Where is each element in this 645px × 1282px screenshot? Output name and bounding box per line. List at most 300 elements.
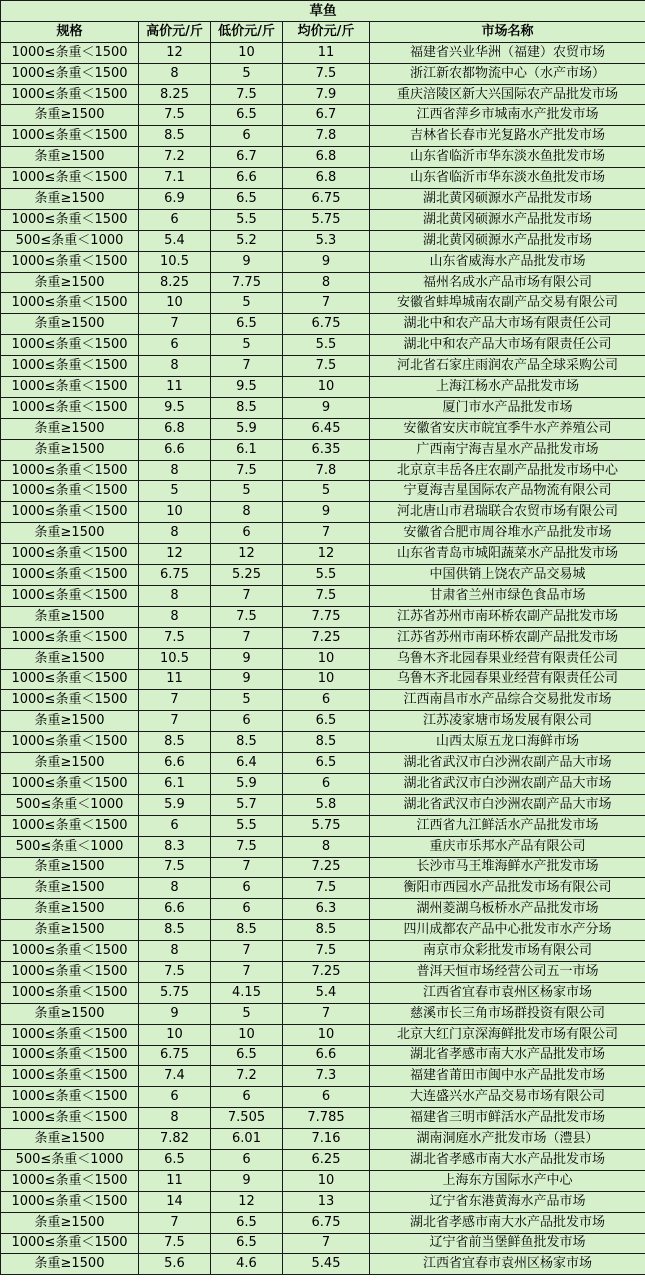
- table-row: [1, 920, 645, 941]
- cell-high-price: 12: [139, 544, 211, 565]
- cell-avg-price: 9: [283, 397, 370, 418]
- cell-spec: 1000≤条重＜1500: [1, 690, 139, 711]
- cell-market-name: 湖北省孝感市南大水产品批发市场: [370, 1149, 645, 1170]
- cell-low-price: 5.9: [211, 418, 283, 439]
- table-row: [1, 1191, 645, 1212]
- cell-market-name: 安徽省合肥市周谷堆水产品批发市场: [370, 523, 645, 544]
- cell-low-price: 6.5: [211, 105, 283, 126]
- cell-spec: 条重≥1500: [1, 753, 139, 774]
- cell-spec: 1000≤条重＜1500: [1, 627, 139, 648]
- table-row: [1, 1254, 645, 1275]
- cell-low-price: 6.6: [211, 168, 283, 189]
- cell-avg-price: 10: [283, 1170, 370, 1191]
- cell-spec: 1000≤条重＜1500: [1, 1087, 139, 1108]
- cell-low-price: 7: [211, 857, 283, 878]
- cell-high-price: 8: [139, 878, 211, 899]
- cell-high-price: 10: [139, 1024, 211, 1045]
- cell-low-price: 5: [211, 1003, 283, 1024]
- cell-market-name: 安徽省安庆市皖宜季牛水产养殖公司: [370, 418, 645, 439]
- cell-avg-price: 6.5: [283, 711, 370, 732]
- cell-high-price: 7.1: [139, 168, 211, 189]
- table-row: [1, 1233, 645, 1254]
- cell-avg-price: 7: [283, 1003, 370, 1024]
- cell-low-price: 6.5: [211, 314, 283, 335]
- cell-spec: 条重≥1500: [1, 523, 139, 544]
- cell-market-name: 重庆市乐邦水产品有限公司: [370, 836, 645, 857]
- cell-spec: 1000≤条重＜1500: [1, 1024, 139, 1045]
- table-row: [1, 857, 645, 878]
- cell-spec: 1000≤条重＜1500: [1, 941, 139, 962]
- cell-high-price: 6: [139, 335, 211, 356]
- cell-low-price: 7.5: [211, 84, 283, 105]
- table-row: [1, 105, 645, 126]
- cell-low-price: 9.5: [211, 377, 283, 398]
- cell-market-name: 江苏省苏州市南环桥农副产品批发市场: [370, 627, 645, 648]
- cell-market-name: 福州名成水产品市场有限公司: [370, 272, 645, 293]
- cell-avg-price: 7.16: [283, 1129, 370, 1150]
- cell-market-name: 湖南洞庭水产批发市场（澧县）: [370, 1129, 645, 1150]
- table-row: [1, 418, 645, 439]
- cell-avg-price: 7: [283, 523, 370, 544]
- table-row: [1, 836, 645, 857]
- table-row: [1, 690, 645, 711]
- table-row: [1, 878, 645, 899]
- cell-high-price: 10.5: [139, 251, 211, 272]
- cell-spec: 条重≥1500: [1, 606, 139, 627]
- cell-avg-price: 5.45: [283, 1254, 370, 1275]
- table-row: [1, 544, 645, 565]
- cell-high-price: 6.6: [139, 753, 211, 774]
- table-row: [1, 711, 645, 732]
- cell-avg-price: 6.5: [283, 753, 370, 774]
- cell-low-price: 6.5: [211, 1045, 283, 1066]
- cell-low-price: 8.5: [211, 732, 283, 753]
- cell-market-name: 北京大红门京深海鲜批发市场有限公司: [370, 1024, 645, 1045]
- table-row: [1, 230, 645, 251]
- cell-low-price: 5.9: [211, 773, 283, 794]
- cell-low-price: 7: [211, 941, 283, 962]
- table-row: [1, 941, 645, 962]
- table-row: [1, 481, 645, 502]
- cell-spec: 条重≥1500: [1, 147, 139, 168]
- cell-high-price: 8.25: [139, 272, 211, 293]
- cell-avg-price: 8.5: [283, 920, 370, 941]
- cell-market-name: 普洱天恒市场经营公司五一市场: [370, 961, 645, 982]
- table-row: [1, 1212, 645, 1233]
- cell-avg-price: 10: [283, 1024, 370, 1045]
- cell-market-name: 江西省宜春市袁州区杨家市场: [370, 1254, 645, 1275]
- table-row: [1, 669, 645, 690]
- cell-low-price: 10: [211, 42, 283, 63]
- table-row: [1, 1045, 645, 1066]
- table-row: [1, 627, 645, 648]
- table-row: [1, 1003, 645, 1024]
- table-row: [1, 189, 645, 210]
- table-row: [1, 502, 645, 523]
- cell-avg-price: 8: [283, 836, 370, 857]
- cell-low-price: 6: [211, 126, 283, 147]
- cell-spec: 1000≤条重＜1500: [1, 1045, 139, 1066]
- cell-market-name: 厦门市水产品批发市场: [370, 397, 645, 418]
- table-row: [1, 753, 645, 774]
- cell-low-price: 6: [211, 878, 283, 899]
- cell-avg-price: 13: [283, 1191, 370, 1212]
- cell-spec: 1000≤条重＜1500: [1, 377, 139, 398]
- cell-low-price: 8.5: [211, 920, 283, 941]
- cell-avg-price: 7.5: [283, 585, 370, 606]
- cell-avg-price: 7: [283, 1233, 370, 1254]
- table-row: [1, 815, 645, 836]
- cell-low-price: 7.2: [211, 1066, 283, 1087]
- table-row: [1, 899, 645, 920]
- table-row: [1, 209, 645, 230]
- cell-spec: 1000≤条重＜1500: [1, 84, 139, 105]
- table-row: [1, 1108, 645, 1129]
- cell-avg-price: 7.25: [283, 627, 370, 648]
- cell-low-price: 7.5: [211, 606, 283, 627]
- cell-spec: 1000≤条重＜1500: [1, 544, 139, 565]
- cell-spec: 1000≤条重＜1500: [1, 1108, 139, 1129]
- table-row: [1, 147, 645, 168]
- cell-avg-price: 6.75: [283, 1212, 370, 1233]
- cell-spec: 1000≤条重＜1500: [1, 63, 139, 84]
- cell-market-name: 大连盛兴水产品交易市场有限公司: [370, 1087, 645, 1108]
- cell-spec: 条重≥1500: [1, 648, 139, 669]
- cell-low-price: 7.505: [211, 1108, 283, 1129]
- cell-low-price: 4.6: [211, 1254, 283, 1275]
- cell-high-price: 8.5: [139, 732, 211, 753]
- table-row: [1, 794, 645, 815]
- cell-spec: 条重≥1500: [1, 418, 139, 439]
- cell-spec: 1000≤条重＜1500: [1, 669, 139, 690]
- table-row: [1, 84, 645, 105]
- cell-low-price: 12: [211, 544, 283, 565]
- table-row: [1, 523, 645, 544]
- cell-avg-price: 7.9: [283, 84, 370, 105]
- cell-high-price: 6.6: [139, 899, 211, 920]
- cell-high-price: 7.5: [139, 857, 211, 878]
- cell-avg-price: 7.5: [283, 63, 370, 84]
- table-row: [1, 732, 645, 753]
- cell-spec: 1000≤条重＜1500: [1, 126, 139, 147]
- cell-high-price: 8: [139, 1108, 211, 1129]
- cell-low-price: 6.5: [211, 1212, 283, 1233]
- table-row: [1, 648, 645, 669]
- cell-market-name: 湖北省武汉市白沙洲农副产品大市场: [370, 753, 645, 774]
- cell-market-name: 湖北黄冈硕源水产品批发市场: [370, 230, 645, 251]
- table-row: [1, 439, 645, 460]
- cell-spec: 条重≥1500: [1, 1212, 139, 1233]
- cell-spec: 条重≥1500: [1, 1254, 139, 1275]
- cell-spec: 1000≤条重＜1500: [1, 815, 139, 836]
- cell-avg-price: 10: [283, 648, 370, 669]
- cell-spec: 1000≤条重＜1500: [1, 42, 139, 63]
- table-row: [1, 773, 645, 794]
- cell-avg-price: 5.8: [283, 794, 370, 815]
- cell-high-price: 7: [139, 711, 211, 732]
- title-row: [1, 1, 645, 22]
- cell-spec: 1000≤条重＜1500: [1, 397, 139, 418]
- cell-low-price: 9: [211, 669, 283, 690]
- cell-market-name: 山东省临沂市华东淡水鱼批发市场: [370, 147, 645, 168]
- table-row: [1, 293, 645, 314]
- cell-market-name: 湖州菱湖乌板桥水产品批发市场: [370, 899, 645, 920]
- cell-market-name: 江苏省苏州市南环桥农副产品批发市场: [370, 606, 645, 627]
- cell-high-price: 8: [139, 63, 211, 84]
- cell-spec: 500≤条重＜1000: [1, 230, 139, 251]
- cell-market-name: 湖北省孝感市南大水产品批发市场: [370, 1045, 645, 1066]
- cell-avg-price: 5.4: [283, 982, 370, 1003]
- cell-spec: 1000≤条重＜1500: [1, 1170, 139, 1191]
- cell-low-price: 5: [211, 481, 283, 502]
- cell-market-name: 乌鲁木齐北园春果业经营有限责任公司: [370, 648, 645, 669]
- table-row: [1, 585, 645, 606]
- cell-high-price: 6.75: [139, 1045, 211, 1066]
- cell-avg-price: 6.8: [283, 168, 370, 189]
- cell-avg-price: 5.5: [283, 335, 370, 356]
- cell-market-name: 吉林省长春市光复路水产批发市场: [370, 126, 645, 147]
- cell-market-name: 福建省莆田市闽中水产品批发市场: [370, 1066, 645, 1087]
- cell-market-name: 辽宁省前当堡鲜鱼批发市场: [370, 1233, 645, 1254]
- cell-avg-price: 8: [283, 272, 370, 293]
- header-row: [1, 21, 645, 42]
- cell-market-name: 河北唐山市君瑞联合农贸市场有限公司: [370, 502, 645, 523]
- cell-market-name: 山东省临沂市华东淡水鱼批发市场: [370, 168, 645, 189]
- cell-market-name: 山东省青岛市城阳蔬菜水产品批发市场: [370, 544, 645, 565]
- cell-high-price: 8: [139, 941, 211, 962]
- cell-spec: 1000≤条重＜1500: [1, 982, 139, 1003]
- cell-low-price: 6.5: [211, 1233, 283, 1254]
- cell-high-price: 10.5: [139, 648, 211, 669]
- cell-market-name: 重庆涪陵区新大兴国际农产品批发市场: [370, 84, 645, 105]
- header-market-name: 市场名称: [370, 21, 645, 42]
- cell-low-price: 9: [211, 251, 283, 272]
- cell-spec: 条重≥1500: [1, 439, 139, 460]
- cell-avg-price: 6.3: [283, 899, 370, 920]
- cell-low-price: 7: [211, 961, 283, 982]
- cell-avg-price: 6.75: [283, 314, 370, 335]
- cell-spec: 条重≥1500: [1, 711, 139, 732]
- cell-spec: 1000≤条重＜1500: [1, 460, 139, 481]
- cell-high-price: 6.8: [139, 418, 211, 439]
- cell-avg-price: 6.25: [283, 1149, 370, 1170]
- cell-high-price: 7.5: [139, 1233, 211, 1254]
- cell-avg-price: 6.8: [283, 147, 370, 168]
- cell-low-price: 6.01: [211, 1129, 283, 1150]
- cell-market-name: 浙江新农都物流中心（水产市场）: [370, 63, 645, 84]
- cell-high-price: 8: [139, 523, 211, 544]
- cell-avg-price: 7: [283, 293, 370, 314]
- cell-avg-price: 7.5: [283, 878, 370, 899]
- cell-avg-price: 5: [283, 481, 370, 502]
- cell-low-price: 12: [211, 1191, 283, 1212]
- cell-market-name: 南京市众彩批发市场有限公司: [370, 941, 645, 962]
- table-row: [1, 1024, 645, 1045]
- table-row: [1, 251, 645, 272]
- cell-low-price: 5: [211, 63, 283, 84]
- table-row: [1, 377, 645, 398]
- cell-spec: 1000≤条重＜1500: [1, 1191, 139, 1212]
- cell-avg-price: 6.35: [283, 439, 370, 460]
- cell-low-price: 7: [211, 627, 283, 648]
- cell-avg-price: 7.25: [283, 857, 370, 878]
- cell-spec: 条重≥1500: [1, 1003, 139, 1024]
- cell-avg-price: 5.75: [283, 815, 370, 836]
- cell-high-price: 5.4: [139, 230, 211, 251]
- table-row: [1, 961, 645, 982]
- cell-spec: 条重≥1500: [1, 920, 139, 941]
- cell-avg-price: 6: [283, 690, 370, 711]
- cell-high-price: 9.5: [139, 397, 211, 418]
- cell-avg-price: 7.5: [283, 941, 370, 962]
- cell-spec: 1000≤条重＜1500: [1, 209, 139, 230]
- cell-market-name: 乌鲁木齐北园春果业经营有限责任公司: [370, 669, 645, 690]
- cell-low-price: 7: [211, 356, 283, 377]
- cell-high-price: 7.5: [139, 627, 211, 648]
- table-row: [1, 272, 645, 293]
- cell-market-name: 湖北省孝感市南大水产品批发市场: [370, 1212, 645, 1233]
- cell-spec: 条重≥1500: [1, 1129, 139, 1150]
- cell-avg-price: 7.8: [283, 126, 370, 147]
- cell-avg-price: 6: [283, 773, 370, 794]
- cell-market-name: 湖北中和农产品大市场有限责任公司: [370, 314, 645, 335]
- cell-market-name: 宁夏海吉星国际农产品物流有限公司: [370, 481, 645, 502]
- cell-avg-price: 10: [283, 669, 370, 690]
- cell-low-price: 8: [211, 502, 283, 523]
- cell-high-price: 10: [139, 502, 211, 523]
- header-avg-price: 均价元/斤: [283, 21, 370, 42]
- cell-low-price: 5: [211, 335, 283, 356]
- cell-market-name: 湖北黄冈硕源水产品批发市场: [370, 209, 645, 230]
- cell-spec: 1000≤条重＜1500: [1, 732, 139, 753]
- table-title: 草鱼: [1, 1, 645, 22]
- cell-market-name: 江西省萍乡市城南水产批发市场: [370, 105, 645, 126]
- table-row: [1, 606, 645, 627]
- cell-low-price: 5.5: [211, 209, 283, 230]
- cell-high-price: 6: [139, 209, 211, 230]
- cell-low-price: 6.5: [211, 189, 283, 210]
- cell-avg-price: 5.75: [283, 209, 370, 230]
- cell-low-price: 6.1: [211, 439, 283, 460]
- cell-spec: 1000≤条重＜1500: [1, 773, 139, 794]
- cell-high-price: 6.75: [139, 565, 211, 586]
- cell-market-name: 中国供销上饶农产品交易城: [370, 565, 645, 586]
- cell-low-price: 10: [211, 1024, 283, 1045]
- table-row: [1, 42, 645, 63]
- cell-market-name: 山西太原五龙口海鲜市场: [370, 732, 645, 753]
- cell-high-price: 12: [139, 42, 211, 63]
- cell-high-price: 6.9: [139, 189, 211, 210]
- cell-low-price: 5: [211, 690, 283, 711]
- cell-low-price: 7.75: [211, 272, 283, 293]
- table-row: [1, 335, 645, 356]
- cell-spec: 条重≥1500: [1, 857, 139, 878]
- cell-low-price: 6: [211, 899, 283, 920]
- cell-avg-price: 6.75: [283, 189, 370, 210]
- cell-market-name: 慈溪市长三角市场群投资有限公司: [370, 1003, 645, 1024]
- cell-avg-price: 7.8: [283, 460, 370, 481]
- cell-market-name: 江苏凌家塘市场发展有限公司: [370, 711, 645, 732]
- cell-spec: 500≤条重＜1000: [1, 794, 139, 815]
- cell-high-price: 8.5: [139, 126, 211, 147]
- cell-avg-price: 5.3: [283, 230, 370, 251]
- table-row: [1, 397, 645, 418]
- cell-low-price: 5.5: [211, 815, 283, 836]
- table-row: [1, 314, 645, 335]
- cell-avg-price: 6.6: [283, 1045, 370, 1066]
- cell-spec: 1000≤条重＜1500: [1, 502, 139, 523]
- cell-high-price: 7: [139, 1212, 211, 1233]
- header-high-price: 高价元/斤: [139, 21, 211, 42]
- cell-avg-price: 6: [283, 1087, 370, 1108]
- cell-spec: 1000≤条重＜1500: [1, 293, 139, 314]
- cell-high-price: 7: [139, 690, 211, 711]
- cell-market-name: 山东省威海水产品批发市场: [370, 251, 645, 272]
- cell-market-name: 四川成都农产品中心批发市水产分场: [370, 920, 645, 941]
- cell-spec: 1000≤条重＜1500: [1, 565, 139, 586]
- cell-high-price: 7.4: [139, 1066, 211, 1087]
- cell-high-price: 5.6: [139, 1254, 211, 1275]
- header-low-price: 低价元/斤: [211, 21, 283, 42]
- cell-avg-price: 7.3: [283, 1066, 370, 1087]
- cell-spec: 条重≥1500: [1, 899, 139, 920]
- cell-market-name: 湖北省武汉市白沙洲农副产品大市场: [370, 773, 645, 794]
- cell-high-price: 8: [139, 606, 211, 627]
- table-row: [1, 1129, 645, 1150]
- table-row: [1, 1066, 645, 1087]
- cell-avg-price: 7.785: [283, 1108, 370, 1129]
- cell-high-price: 5: [139, 481, 211, 502]
- cell-low-price: 7: [211, 585, 283, 606]
- cell-market-name: 长沙市马王堆海鲜水产批发市场: [370, 857, 645, 878]
- cell-low-price: 4.15: [211, 982, 283, 1003]
- table-row: [1, 356, 645, 377]
- cell-low-price: 7.5: [211, 460, 283, 481]
- cell-market-name: 湖北中和农产品大市场有限责任公司: [370, 335, 645, 356]
- cell-market-name: 湖北黄冈硕源水产品批发市场: [370, 189, 645, 210]
- table-row: [1, 565, 645, 586]
- cell-low-price: 5: [211, 293, 283, 314]
- cell-avg-price: 12: [283, 544, 370, 565]
- cell-low-price: 5.2: [211, 230, 283, 251]
- cell-low-price: 8.5: [211, 397, 283, 418]
- cell-avg-price: 11: [283, 42, 370, 63]
- cell-low-price: 5.25: [211, 565, 283, 586]
- cell-avg-price: 8.5: [283, 732, 370, 753]
- cell-market-name: 上海江杨水产品批发市场: [370, 377, 645, 398]
- cell-spec: 1000≤条重＜1500: [1, 585, 139, 606]
- cell-high-price: 8.25: [139, 84, 211, 105]
- cell-low-price: 6: [211, 1149, 283, 1170]
- table-row: [1, 982, 645, 1003]
- cell-high-price: 7.82: [139, 1129, 211, 1150]
- cell-high-price: 9: [139, 1003, 211, 1024]
- cell-avg-price: 7.25: [283, 961, 370, 982]
- cell-avg-price: 7.75: [283, 606, 370, 627]
- cell-low-price: 6.4: [211, 753, 283, 774]
- cell-market-name: 辽宁省东港黄海水产品市场: [370, 1191, 645, 1212]
- table-row: [1, 1149, 645, 1170]
- cell-low-price: 9: [211, 1170, 283, 1191]
- cell-high-price: 11: [139, 669, 211, 690]
- cell-high-price: 5.9: [139, 794, 211, 815]
- cell-spec: 1000≤条重＜1500: [1, 356, 139, 377]
- cell-low-price: 6.7: [211, 147, 283, 168]
- cell-high-price: 7.2: [139, 147, 211, 168]
- cell-low-price: 6: [211, 711, 283, 732]
- cell-spec: 1000≤条重＜1500: [1, 335, 139, 356]
- cell-high-price: 6.5: [139, 1149, 211, 1170]
